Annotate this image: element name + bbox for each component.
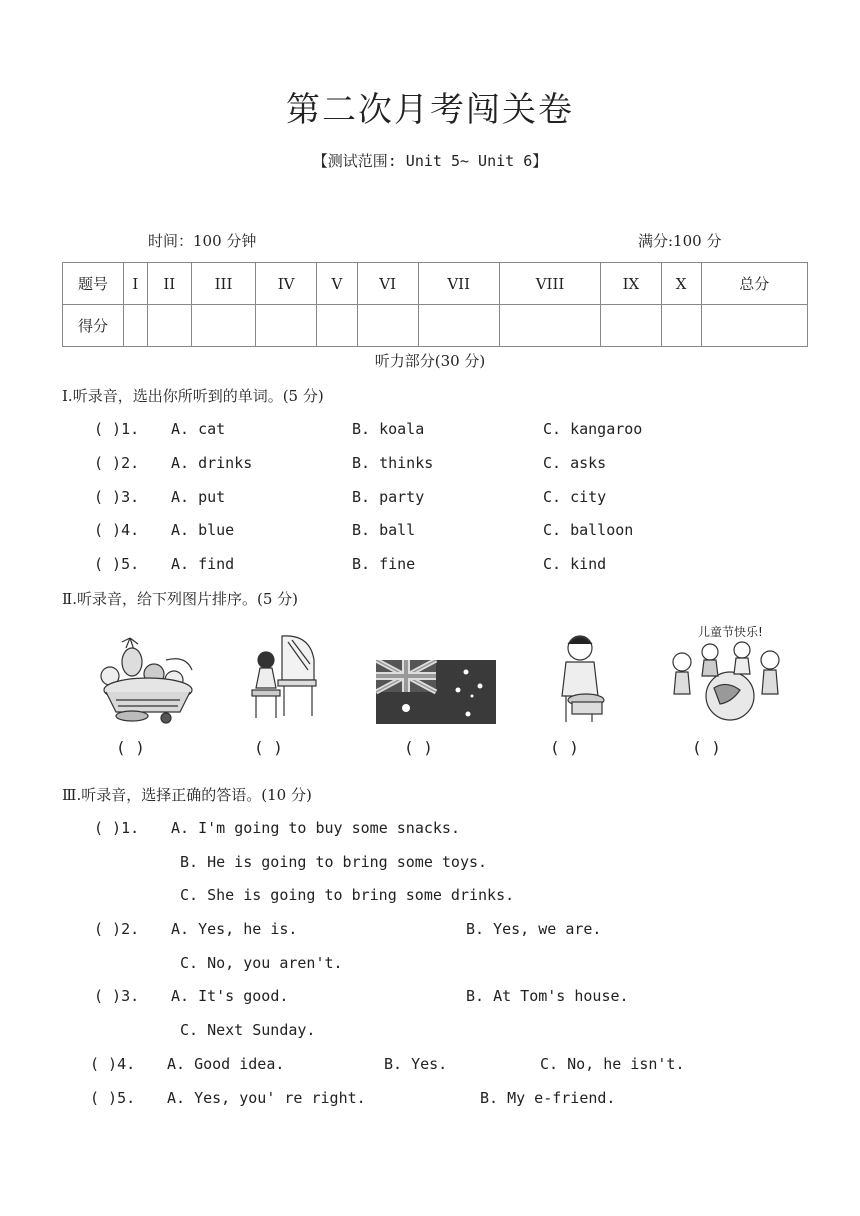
score-cell[interactable] <box>191 305 255 347</box>
childrens-day-caption: 儿童节快乐! <box>698 625 763 639</box>
full-score-label: 满分:100 分 <box>638 232 722 250</box>
question-number: ( )5. <box>94 555 140 573</box>
option-a: A. drinks <box>171 454 253 472</box>
option-b: B. Yes, we are. <box>466 920 602 938</box>
score-cell[interactable] <box>499 305 600 347</box>
option-a: A. Yes, you' re right. <box>167 1089 366 1107</box>
section-3-title: Ⅲ.听录音，选择正确的答语。(10 分) <box>62 786 312 804</box>
score-header-cell: X <box>661 263 701 305</box>
score-header-cell: IV <box>256 263 317 305</box>
score-header-cell: VII <box>418 263 499 305</box>
score-cell[interactable] <box>357 305 418 347</box>
piano-picture <box>248 630 318 725</box>
answer-paren[interactable]: ( ) <box>550 738 579 757</box>
section-2-title: Ⅱ.听录音，给下列图片排序。(5 分) <box>62 590 298 608</box>
score-cell[interactable] <box>317 305 358 347</box>
score-table-header-row <box>63 263 808 305</box>
option-b: B. He is going to bring some toys. <box>180 853 488 871</box>
option-c: C. kind <box>543 555 607 573</box>
question-number: ( )2. <box>94 454 140 472</box>
option-c: C. She is going to bring some drinks. <box>180 886 515 904</box>
option-a: A. Good idea. <box>167 1055 285 1073</box>
option-b: B. thinks <box>352 454 434 472</box>
score-cell[interactable] <box>661 305 701 347</box>
option-a: A. find <box>171 555 235 573</box>
score-header-cell: 总分 <box>701 263 807 305</box>
option-a: A. It's good. <box>171 987 289 1005</box>
boy-with-cake-picture <box>552 630 612 725</box>
option-a: A. blue <box>171 521 235 539</box>
question-number: ( )3. <box>94 987 140 1005</box>
score-cell[interactable] <box>601 305 661 347</box>
option-c: C. No, he isn't. <box>540 1055 685 1073</box>
score-row-label: 得分 <box>63 305 124 347</box>
option-a: A. put <box>171 488 226 506</box>
option-b: B. My e-friend. <box>480 1089 616 1107</box>
test-scope: 【测试范围: Unit 5~ Unit 6】 <box>312 152 548 170</box>
answer-paren[interactable]: ( ) <box>692 738 721 757</box>
question-number: ( )3. <box>94 488 140 506</box>
option-c: C. kangaroo <box>543 420 643 438</box>
score-cell[interactable] <box>418 305 499 347</box>
option-c: C. asks <box>543 454 607 472</box>
score-cell[interactable] <box>147 305 191 347</box>
option-b: B. fine <box>352 555 416 573</box>
question-number: ( )2. <box>94 920 140 938</box>
option-b: B. ball <box>352 521 416 539</box>
childrens-day-picture <box>666 618 786 728</box>
listening-section-heading: 听力部分(30 分) <box>374 352 486 370</box>
question-number: ( )1. <box>94 420 140 438</box>
score-header-cell: IX <box>601 263 661 305</box>
option-c: C. balloon <box>543 521 634 539</box>
option-b: B. koala <box>352 420 425 438</box>
option-a: A. Yes, he is. <box>171 920 298 938</box>
score-cell[interactable] <box>701 305 807 347</box>
option-a: A. I'm going to buy some snacks. <box>171 819 460 837</box>
score-table-score-row <box>63 305 808 347</box>
score-header-cell: III <box>191 263 255 305</box>
score-cell[interactable] <box>256 305 317 347</box>
answer-paren[interactable]: ( ) <box>116 738 145 757</box>
score-header-cell: 题号 <box>63 263 124 305</box>
question-number: ( )5. <box>90 1089 136 1107</box>
fruit-basket-picture <box>96 630 200 725</box>
score-header-cell: VI <box>357 263 418 305</box>
question-number: ( )1. <box>94 819 140 837</box>
page-title: 第二次月考闯关卷 <box>286 90 574 130</box>
option-c: C. Next Sunday. <box>180 1021 316 1039</box>
score-header-cell: I <box>124 263 148 305</box>
score-cell[interactable] <box>124 305 148 347</box>
score-header-cell: VIII <box>499 263 600 305</box>
answer-paren[interactable]: ( ) <box>404 738 433 757</box>
question-number: ( )4. <box>90 1055 136 1073</box>
australian-flag-picture <box>376 660 496 724</box>
option-b: B. party <box>352 488 425 506</box>
option-c: C. city <box>543 488 607 506</box>
section-1-title: Ⅰ.听录音，选出你所听到的单词。(5 分) <box>62 387 324 405</box>
option-b: B. Yes. <box>384 1055 448 1073</box>
option-b: B. At Tom's house. <box>466 987 629 1005</box>
time-label: 时间：100 分钟 <box>148 232 257 250</box>
option-a: A. cat <box>171 420 226 438</box>
answer-paren[interactable]: ( ) <box>254 738 283 757</box>
option-c: C. No, you aren't. <box>180 954 343 972</box>
score-header-cell: V <box>317 263 358 305</box>
score-header-cell: II <box>147 263 191 305</box>
question-number: ( )4. <box>94 521 140 539</box>
score-table <box>62 262 808 347</box>
